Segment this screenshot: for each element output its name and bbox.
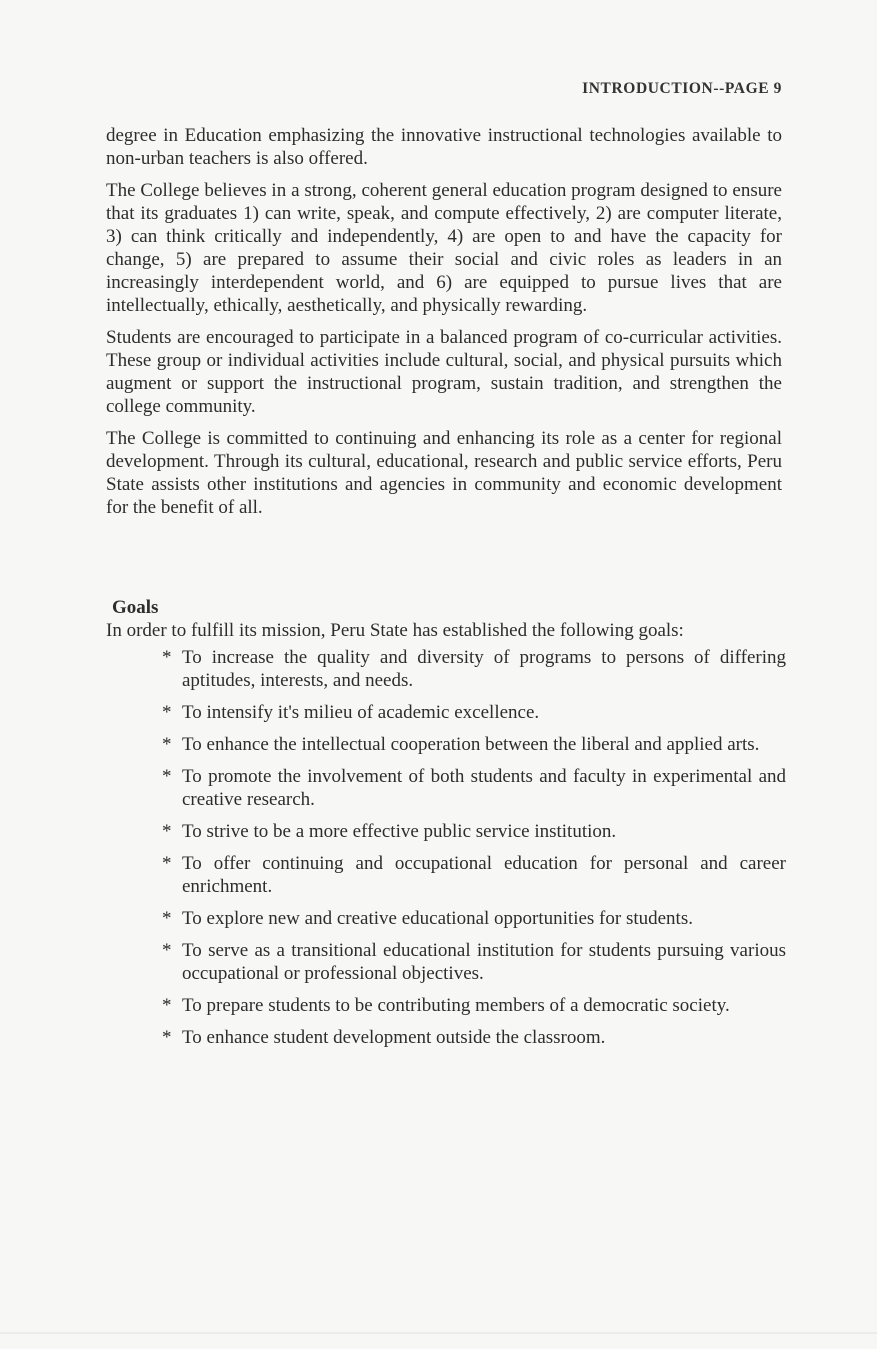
paragraph: The College is committed to continuing and enhancing its role as a center for regional development. Through its cultural, educational, research and public service efforts, Peru State assists other institutions and agencies in community and economic development for the benefit of all. [106,428,782,518]
page-edge-divider [0,1332,877,1334]
asterisk-bullet-icon: * [162,734,172,755]
goal-item [106,939,786,985]
goal-text: To intensify it's milieu of academic excellence. [182,702,540,723]
goal-text: To prepare students to be contributing members of a democratic society. [182,995,730,1016]
goal-item [106,765,786,811]
goal-text: To enhance student development outside the classroom. [182,1027,606,1048]
asterisk-bullet-icon: * [162,908,172,929]
asterisk-bullet-icon: * [162,853,172,874]
asterisk-bullet-icon: * [162,702,172,723]
goal-text: To offer continuing and occupational education for personal and career enrichment. [182,853,786,897]
goal-item [106,994,786,1017]
paragraph: Students are encouraged to participate in a balanced program of co-curricular activities. These group or individual activities include cultural, social, and physical pursuits which augment or support the instructional program, sustain tradition, and strengthen the college community. [106,327,782,417]
goal-text: To strive to be a more effective public service institution. [182,821,617,842]
goals-heading: Goals [112,597,159,618]
goal-item [106,820,786,843]
goal-item [106,646,786,692]
asterisk-bullet-icon: * [162,821,172,842]
asterisk-bullet-icon: * [162,766,172,787]
goal-item [106,1026,786,1049]
body-text [106,124,782,528]
goals-section [106,596,786,1058]
goal-text: To serve as a transitional educational institution for students pursuing various occupational or professional objectives. [182,940,786,984]
goal-item [106,701,786,724]
asterisk-bullet-icon: * [162,995,172,1016]
goal-item [106,852,786,898]
paragraph: The College believes in a strong, coherent general education program designed to ensure that its graduates 1) can write, speak, and compute effectively, 2) are computer literate, 3) can think critically and independently, 4) are open to and have the capacity for change, 5) are prepared to assume their social and civic roles as leaders in an increasingly interdependent world, and 6) are equipped to pursue lives that are intellectually, ethically, aesthetically, and physically rewarding. [106,180,782,316]
goal-text: To enhance the intellectual cooperation between the liberal and applied arts. [182,734,760,755]
asterisk-bullet-icon: * [162,940,172,961]
goal-text: To increase the quality and diversity of programs to persons of differing aptitudes, interests, and needs. [182,647,786,691]
asterisk-bullet-icon: * [162,647,172,668]
goal-item [106,907,786,930]
goals-intro: In order to fulfill its mission, Peru State has established the following goals: [106,620,684,641]
asterisk-bullet-icon: * [162,1027,172,1048]
goal-item [106,733,786,756]
goal-list [106,646,786,1049]
goal-text: To explore new and creative educational opportunities for students. [182,908,693,929]
running-head: INTRODUCTION--PAGE 9 [582,80,782,97]
paragraph: degree in Education emphasizing the innovative instructional technologies available to non-urban teachers is also offered. [106,125,782,169]
goal-text: To promote the involvement of both students and faculty in experimental and creative research. [182,766,786,810]
